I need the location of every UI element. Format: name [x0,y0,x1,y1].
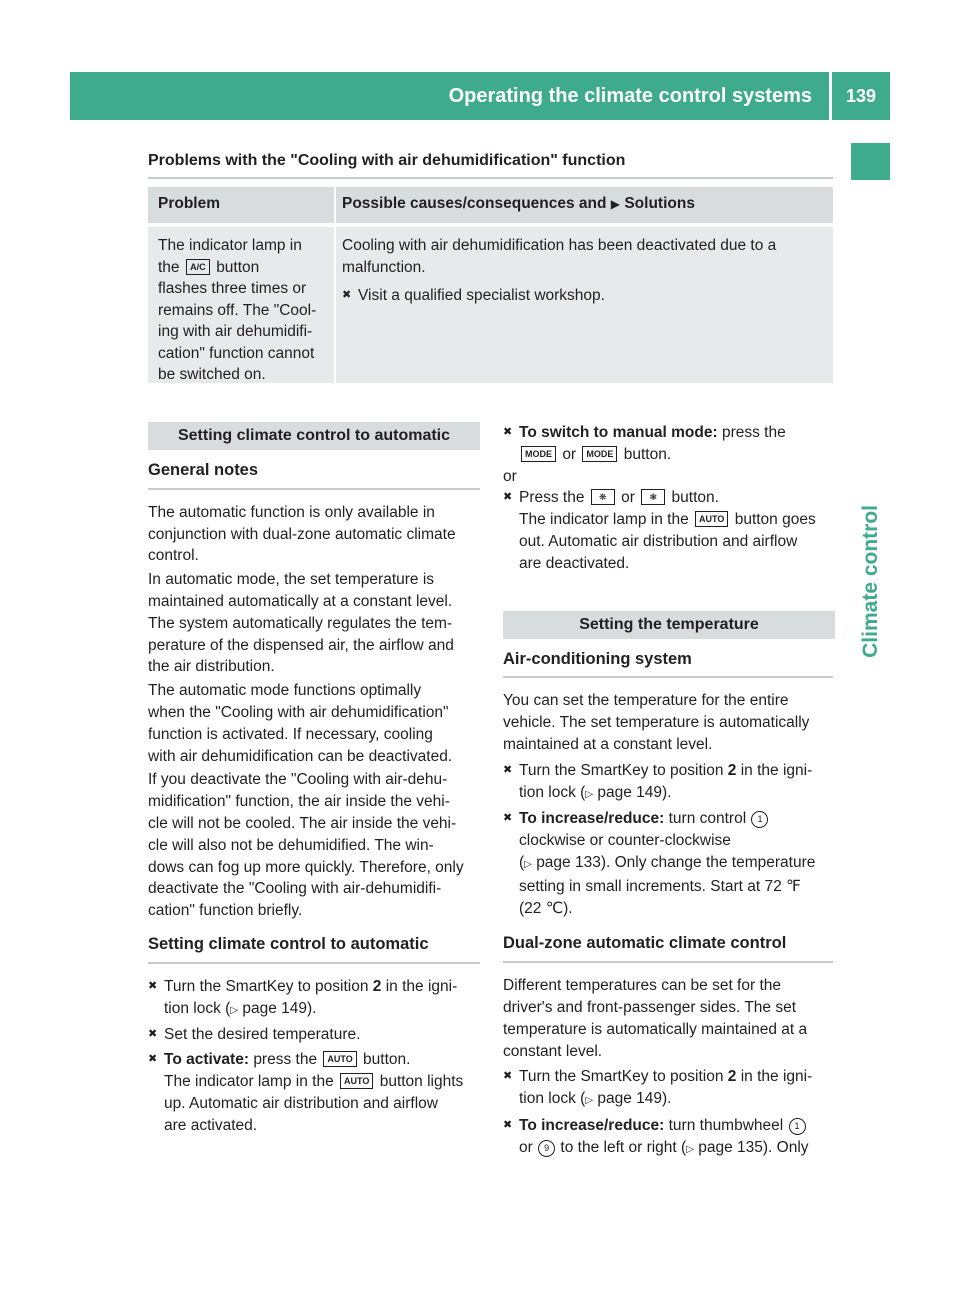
table-header-causes: Possible causes/consequences and ▶ Solutions [336,187,833,223]
list-item: ✖ To activate: press the AUTO button. [148,1049,480,1071]
auto-title: Setting climate control to automatic [148,934,429,953]
general-notes-title: General notes [148,461,259,479]
page-ref-icon: ▷ [230,1004,239,1016]
mode-down-button-icon: MODE [582,446,617,462]
chapter-title: Operating the climate control systems [448,85,812,107]
airflow-increase-button-icon: ❋ [591,489,615,505]
list-item: ✖ Turn the SmartKey to position 2 in the igni- [503,1066,835,1088]
divider [503,961,833,963]
list-item: ✖ Turn the SmartKey to position 2 in the igni- [148,976,480,998]
list-item: ✖ Set the desired temperature. [148,1024,480,1046]
control-9-icon: 9 [538,1140,555,1157]
list-item: ✖ Turn the SmartKey to position 2 in the igni- [503,760,835,782]
page-ref-icon: ▷ [686,1143,694,1155]
section-heading: Setting the temperature [503,611,835,639]
divider [148,488,480,490]
header-bar [70,72,890,120]
list-item: ✖ To increase/reduce: turn control 1 [503,808,835,830]
arrow-icon: ✖ [503,426,513,438]
page-number: 139 [845,86,877,106]
arrow-icon: ✖ [503,491,513,504]
arrow-icon: ✖ [148,979,158,992]
problems-title: Problems with the "Cooling with air dehumidification" function [148,152,626,169]
side-tab-label: Climate control [858,505,882,658]
list-item: ✖ To increase/reduce: turn thumbwheel 1 [503,1115,835,1137]
general-notes-text: The automatic function is only available in conjunction with dual-zone automatic climate control. In automatic mode, the set temperature is maintained automatically at a constant level. The system automatically regulates the tem- perature of the dispensed air, the airflow and the air distribution. The automatic mode functions optimally when the "Cooling with air dehumidification" function is activated. If necessary, cooling with air dehumidification can be deactivated. If you deactivate the "Cooling with air-dehu- midification" function, the air inside the vehi- cle will not be cooled. The air inside the vehi- cle will also not be dehumidified. The win- dows can fog up more quickly. Therefore, only deactivate the "Cooling with air-dehumidifi- cation" function briefly. [148,503,464,920]
dual-zone-text: Different temperatures can be set for the driver's and front-passenger sides. The set temperature is automatically maintained at a constant level. [503,977,808,1060]
arrow-icon: ✖ [148,1053,158,1066]
section-heading: Setting climate control to automatic [148,422,480,450]
arrow-icon: ✖ [503,812,513,825]
arrow-icon: ▶ [610,197,621,211]
table-cell-solution: Cooling with air dehumidification has been deactivated due to a malfunction. ✖ Visit a qualified specialist workshop. [336,227,833,383]
ac-text: You can set the temperature for the entire vehicle. The set temperature is automatically maintained at a constant level. [503,692,810,753]
ac-button-icon: A/C [186,259,210,275]
control-1-icon: 1 [789,1118,806,1135]
divider [148,177,833,179]
auto-steps: ✖ Turn the SmartKey to position 2 in the igni- tion lock (▷ page 149). ✖ Set the desired temperature. ✖ To activate: press the AUTO button. The indicator lamp in the AUTO button lights up. Automatic air distribution and airflow are activated. [148,976,480,1137]
arrow-icon: ✖ [503,763,513,776]
airflow-decrease-button-icon: ❃ [641,489,665,505]
auto-button-icon: AUTO [695,511,728,527]
arrow-icon: ✖ [342,289,352,301]
ac-system-title: Air-conditioning system [503,649,692,668]
arrow-icon: ✖ [148,1028,158,1041]
mode-up-button-icon: MODE [521,446,556,462]
arrow-icon: ✖ [503,1070,513,1083]
table-cell-problem: The indicator lamp in the A/C button flashes three times or remains off. The "Cool- ing with air dehumidifi- cation" function cannot be switched on. [148,227,334,383]
auto-button-icon: AUTO [323,1051,356,1067]
table-header-problem: Problem [148,187,334,223]
page-ref-icon: ▷ [585,1095,594,1107]
divider [503,676,833,678]
side-tab [851,188,890,658]
right-column: ✖ To switch to manual mode: press the MODE or MODE button. or ✖ Press the ❋ or ❃ button. The indicator lamp in the AUTO button goes out. Automatic air distribution and airflow are deactivated. Setting the temperature Air-conditioning system You can set the temperature for the entire vehicle. The set temperature is automatically maintained at a constant level. ✖ Turn the SmartKey to position 2 in the igni- tion lock (▷ page 149). ✖ To increase/reduce: turn control 1 clockwise or counter-clockwise (▷ page 133). Only change the temperature setting in small increments. Start at 72 ℉ (22 ℃). Dual-zone automatic climate control Different temperatures can be set for the driver's and front-passenger sides. The set temperature is automatically maintained at a constant level. ✖ Turn the SmartKey to position 2 in the igni- tion lock (▷ page 149). ✖ To increase/reduce: turn thumbwheel 1 or 9 to the left or right (▷ page 135). Only [503,422,835,1161]
left-column [148,422,480,1136]
arrow-icon: ✖ [503,1118,513,1131]
list-item: ✖ To switch to manual mode: press the [503,422,835,444]
page-ref-icon: ▷ [585,788,594,800]
auto-button-icon: AUTO [340,1073,373,1089]
side-tab-marker [851,143,890,180]
page-ref-icon: ▷ [524,858,532,870]
problems-table [148,187,833,383]
dual-zone-title: Dual-zone automatic climate control [503,934,787,953]
control-1-icon: 1 [751,811,768,828]
list-item: ✖ Press the ❋ or ❃ button. [503,487,835,509]
list-item: ✖ Visit a qualified specialist workshop. [342,285,827,307]
divider [148,962,480,964]
